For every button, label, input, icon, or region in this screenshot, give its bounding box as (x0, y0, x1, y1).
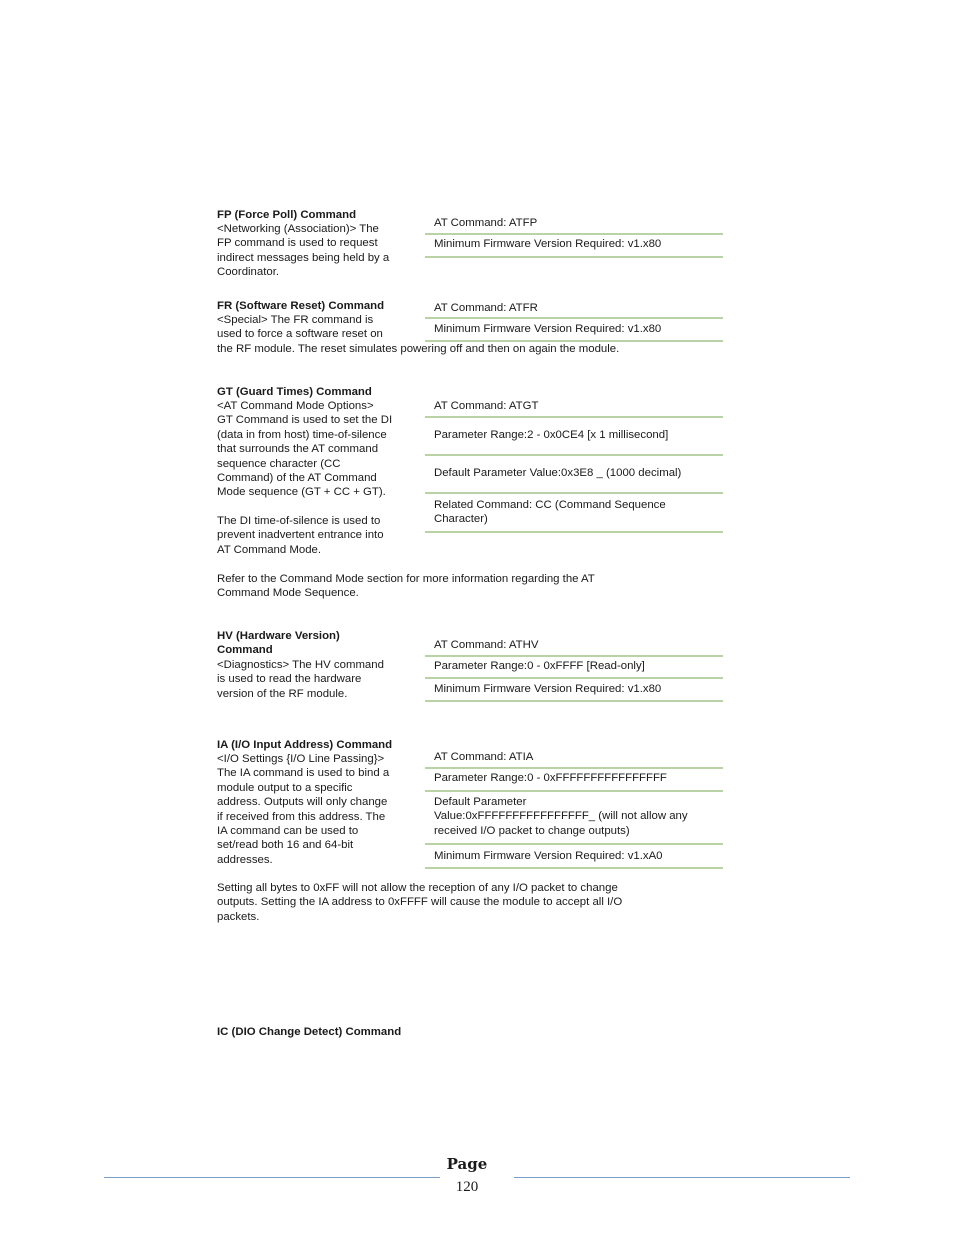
ic-title: IC (DIO Change Detect) Command (217, 1026, 402, 1038)
ia-row-default: Default Parameter Value:0xFFFFFFFFFFFFFFFF_ (will not allow any received I/O packet to change outputs) (425, 792, 723, 845)
gt-row-related: Related Command: CC (Command Sequence Character) (425, 494, 723, 533)
ia-note: Setting all bytes to 0xFF will not allow the reception of any I/O packet to change outputs. Setting the IA address to 0xFFFF will cause the module to accept all I/O packets. (217, 882, 623, 923)
gt-row-command: AT Command: ATGT (425, 395, 723, 418)
fp-row-firmware: Minimum Firmware Version Required: v1.x80 (425, 235, 723, 258)
gt-row-default: Default Parameter Value:0x3E8 _ (1000 decimal) (425, 456, 723, 494)
gt-title: GT (Guard Times) Command (217, 386, 372, 398)
hv-row-command: AT Command: ATHV (425, 634, 723, 657)
fp-row-command: AT Command: ATFP (425, 212, 723, 235)
fr-row-firmware: Minimum Firmware Version Required: v1.x80 (425, 319, 723, 342)
hv-row-range: Parameter Range:0 - 0xFFFF [Read-only] (425, 657, 723, 679)
ia-title: IA (I/O Input Address) Command (217, 739, 393, 751)
footer-page-number: 120 (455, 1179, 479, 1195)
gt-description: <AT Command Mode Options> GT Command is used to set the DI (data in from host) time-of-silence that surrounds the AT command sequence character (CC Command) of the AT Command Mode sequence (GT + CC + GT). (217, 400, 393, 499)
footer-rule-right (514, 1177, 850, 1178)
hv-row-firmware: Minimum Firmware Version Required: v1.x80 (425, 679, 723, 702)
ia-row-firmware: Minimum Firmware Version Required: v1.xA0 (425, 845, 723, 869)
ia-row-command: AT Command: ATIA (425, 746, 723, 769)
gt-note: Refer to the Command Mode section for more information regarding the AT Command Mode Sequence. (217, 573, 595, 600)
footer-rule-left (104, 1177, 440, 1178)
fr-row-command: AT Command: ATFR (425, 297, 723, 319)
ia-row-range: Parameter Range:0 - 0xFFFFFFFFFFFFFFFF (425, 769, 723, 792)
hv-title: HV (Hardware Version) Command (217, 630, 340, 657)
fp-description: <Networking (Association)> The FP command is used to request indirect messages being held by a Coordinator. (217, 223, 390, 279)
hv-description: <Diagnostics> The HV command is used to read the hardware version of the RF module. (217, 659, 384, 700)
gt-description-2: The DI time-of-silence is used to prevent inadvertent entrance into AT Command Mode. (217, 515, 384, 556)
gt-row-range: Parameter Range:2 - 0x0CE4 [x 1 millisecond] (425, 418, 723, 456)
fp-title: FP (Force Poll) Command (217, 209, 357, 221)
fr-title: FR (Software Reset) Command (217, 300, 385, 312)
fr-description-tail: the RF module. The reset simulates powering off and then on again the module. (217, 343, 620, 355)
ia-description: <I/O Settings {I/O Line Passing}> The IA command is used to bind a module output to a specific address. Outputs will only change if received from this address. The IA command can be used to set/read both 16 and 64-bit addresses. (217, 753, 390, 866)
fr-description: <Special> The FR command is used to force a software reset on (217, 314, 383, 341)
footer-page-label: Page (446, 1155, 488, 1173)
